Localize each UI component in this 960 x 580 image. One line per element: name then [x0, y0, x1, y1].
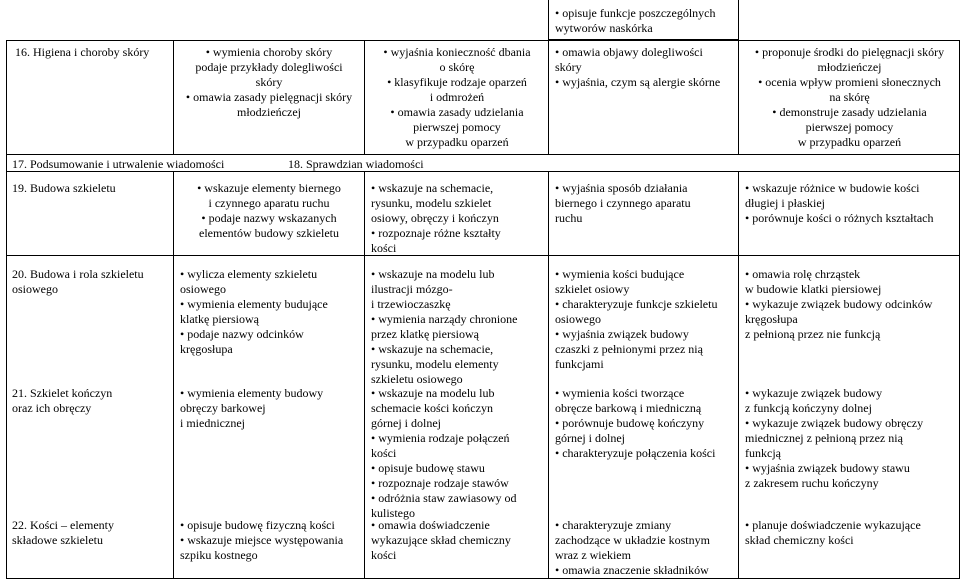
cell-text: • proponuje środki do pielęgnacji skóry młodzieńczej • ocenia wpływ promieni słonecznych na skórę • demonstruje zasady udzielania pierwszej pomocy w przypadku oparzeń: [754, 45, 945, 149]
cell-text: • wskazuje na schemacie, rysunku, modelu szkielet osiowy, obręczy i kończyn • rozpoznaje różne kształty kości: [371, 181, 501, 255]
cell-text: • opisuje budowę fizyczną kości • wskazuje miejsce występowania szpiku kostnego: [180, 518, 344, 562]
row20-cell-3: [371, 267, 517, 387]
row16-cell-3: [367, 45, 547, 150]
cell-text: • wylicza elementy szkieletu osiowego • wymienia elementy budujące klatkę piersiową • podaje nazwy odcinków kręgosłupa: [180, 267, 328, 356]
row19-cell-4: [555, 181, 691, 226]
row22-cell-4: [555, 518, 710, 578]
row21-cell-2: [180, 386, 323, 431]
row22-topic: [12, 518, 114, 548]
cell-text: • omawia objawy dolegliwości skóry • wyjaśnia, czym są alergie skórne: [555, 45, 721, 89]
cell-text: • wskazuje elementy biernego i czynnego aparatu ruchu • podaje nazwy wskazanych elementów budowy szkieletu: [197, 181, 341, 240]
row22-cell-3: [371, 518, 511, 563]
cell-text: • wymienia kości budujące szkielet osiowy • charakteryzuje funkcje szkieletu osiowego • wyjaśnia związek budowy czaszki z pełnionymi przez nią funkcjami: [555, 267, 718, 371]
row18-test: [288, 157, 424, 172]
row19-topic: [12, 181, 116, 196]
topic-title: 21. Szkielet kończyn oraz ich obręczy: [12, 386, 113, 415]
cell-text: • wyjaśnia sposób działania biernego i czynnego aparatu ruchu: [555, 181, 691, 225]
row20-cell-5: [745, 267, 932, 342]
row19-cell-2: [176, 181, 362, 241]
cell-text: • wymienia choroby skóry podaje przykłady dolegliwości skóry • omawia zasady pielęgnacji skóry młodzieńczej: [185, 45, 353, 119]
row21-cell-3: [371, 386, 517, 521]
cell-text: • omawia rolę chrząstek w budowie klatki piersiowej • wykazuje związek budowy odcinków kręgosłupa z pełnioną przez nie funkcją: [745, 267, 933, 341]
cell-text: • wskazuje na modelu lub ilustracji mózgo- i trzewioczaszkę • wymienia narządy chronione przez klatkę piersiową • wskazuje na schemacie, rysunku, modelu elementy szkieletu osiowego: [371, 267, 518, 386]
topic-title: 16. Higiena i choroby skóry: [15, 45, 150, 59]
summary-title: 17. Podsumowanie i utrwalenie wiadomości: [12, 157, 225, 171]
cell-text: • opisuje funkcje poszczególnych wytworów naskórka: [555, 6, 716, 35]
cell-text: • charakteryzuje zmiany zachodzące w układzie kostnym wraz z wiekiem • omawia znaczenie składników: [555, 518, 710, 577]
cell-text: • omawia doświadczenie wykazujące skład chemiczny kości: [371, 518, 511, 562]
topic-title: 22. Kości – elementy składowe szkieletu: [12, 518, 114, 547]
cell-text: • wykazuje związek budowy z funkcją kończyny dolnej • wykazuje związek budowy obręczy miednicznej z pełnioną przez nią funkcją • wyjaśnia związek budowy stawu z zakresem ruchu kończyny: [745, 386, 924, 490]
row20-cell-4: [555, 267, 717, 372]
row16-cell-5: [741, 45, 958, 150]
cell-text: • wskazuje różnice w budowie kości długiej i płaskiej • porównuje kości o różnych kształtach: [745, 181, 934, 225]
row22-cell-5: [745, 518, 921, 548]
row19-cell-5: [745, 181, 933, 226]
row16-cell-4: [555, 45, 720, 90]
test-title: 18. Sprawdzian wiadomości: [288, 157, 424, 171]
row21-cell-4: [555, 386, 715, 461]
row16-topic: [15, 45, 149, 60]
cell-text: • wymienia elementy budowy obręczy barkowej i miednicznej: [180, 386, 324, 430]
row21-topic: [12, 386, 112, 416]
cell-text: • wyjaśnia konieczność dbania o skórę • klasyfikuje rodzaje oparzeń i odmrożeń • omawia zasady udzielania pierwszej pomocy w przypadku oparzeń: [383, 45, 531, 149]
topic-title: 19. Budowa szkieletu: [12, 181, 116, 195]
row20-cell-2: [180, 267, 328, 357]
row22-cell-2: [180, 518, 343, 563]
cell-text: • wymienia kości tworzące obręcze barkową i miedniczną • porównuje budowę kończyny górnej i dolnej • charakteryzuje połączenia kości: [555, 386, 716, 460]
topic-title: 20. Budowa i rola szkieletu osiowego: [12, 267, 144, 296]
row19-cell-3: [371, 181, 501, 256]
row17-summary: [12, 157, 224, 172]
cell-text: • wskazuje na modelu lub schemacie kości kończyn górnej i dolnej • wymienia rodzaje połączeń kości • opisuje budowę stawu • rozpoznaje rodzaje stawów • odróżnia staw zawiasowy od kulistego: [371, 386, 517, 520]
row21-cell-5: [745, 386, 923, 491]
row20-topic: [12, 267, 144, 297]
cell-text: • planuje doświadczenie wykazujące skład chemiczny kości: [745, 518, 921, 547]
row0-cell-4: [555, 6, 715, 36]
row16-cell-2: [176, 45, 362, 120]
